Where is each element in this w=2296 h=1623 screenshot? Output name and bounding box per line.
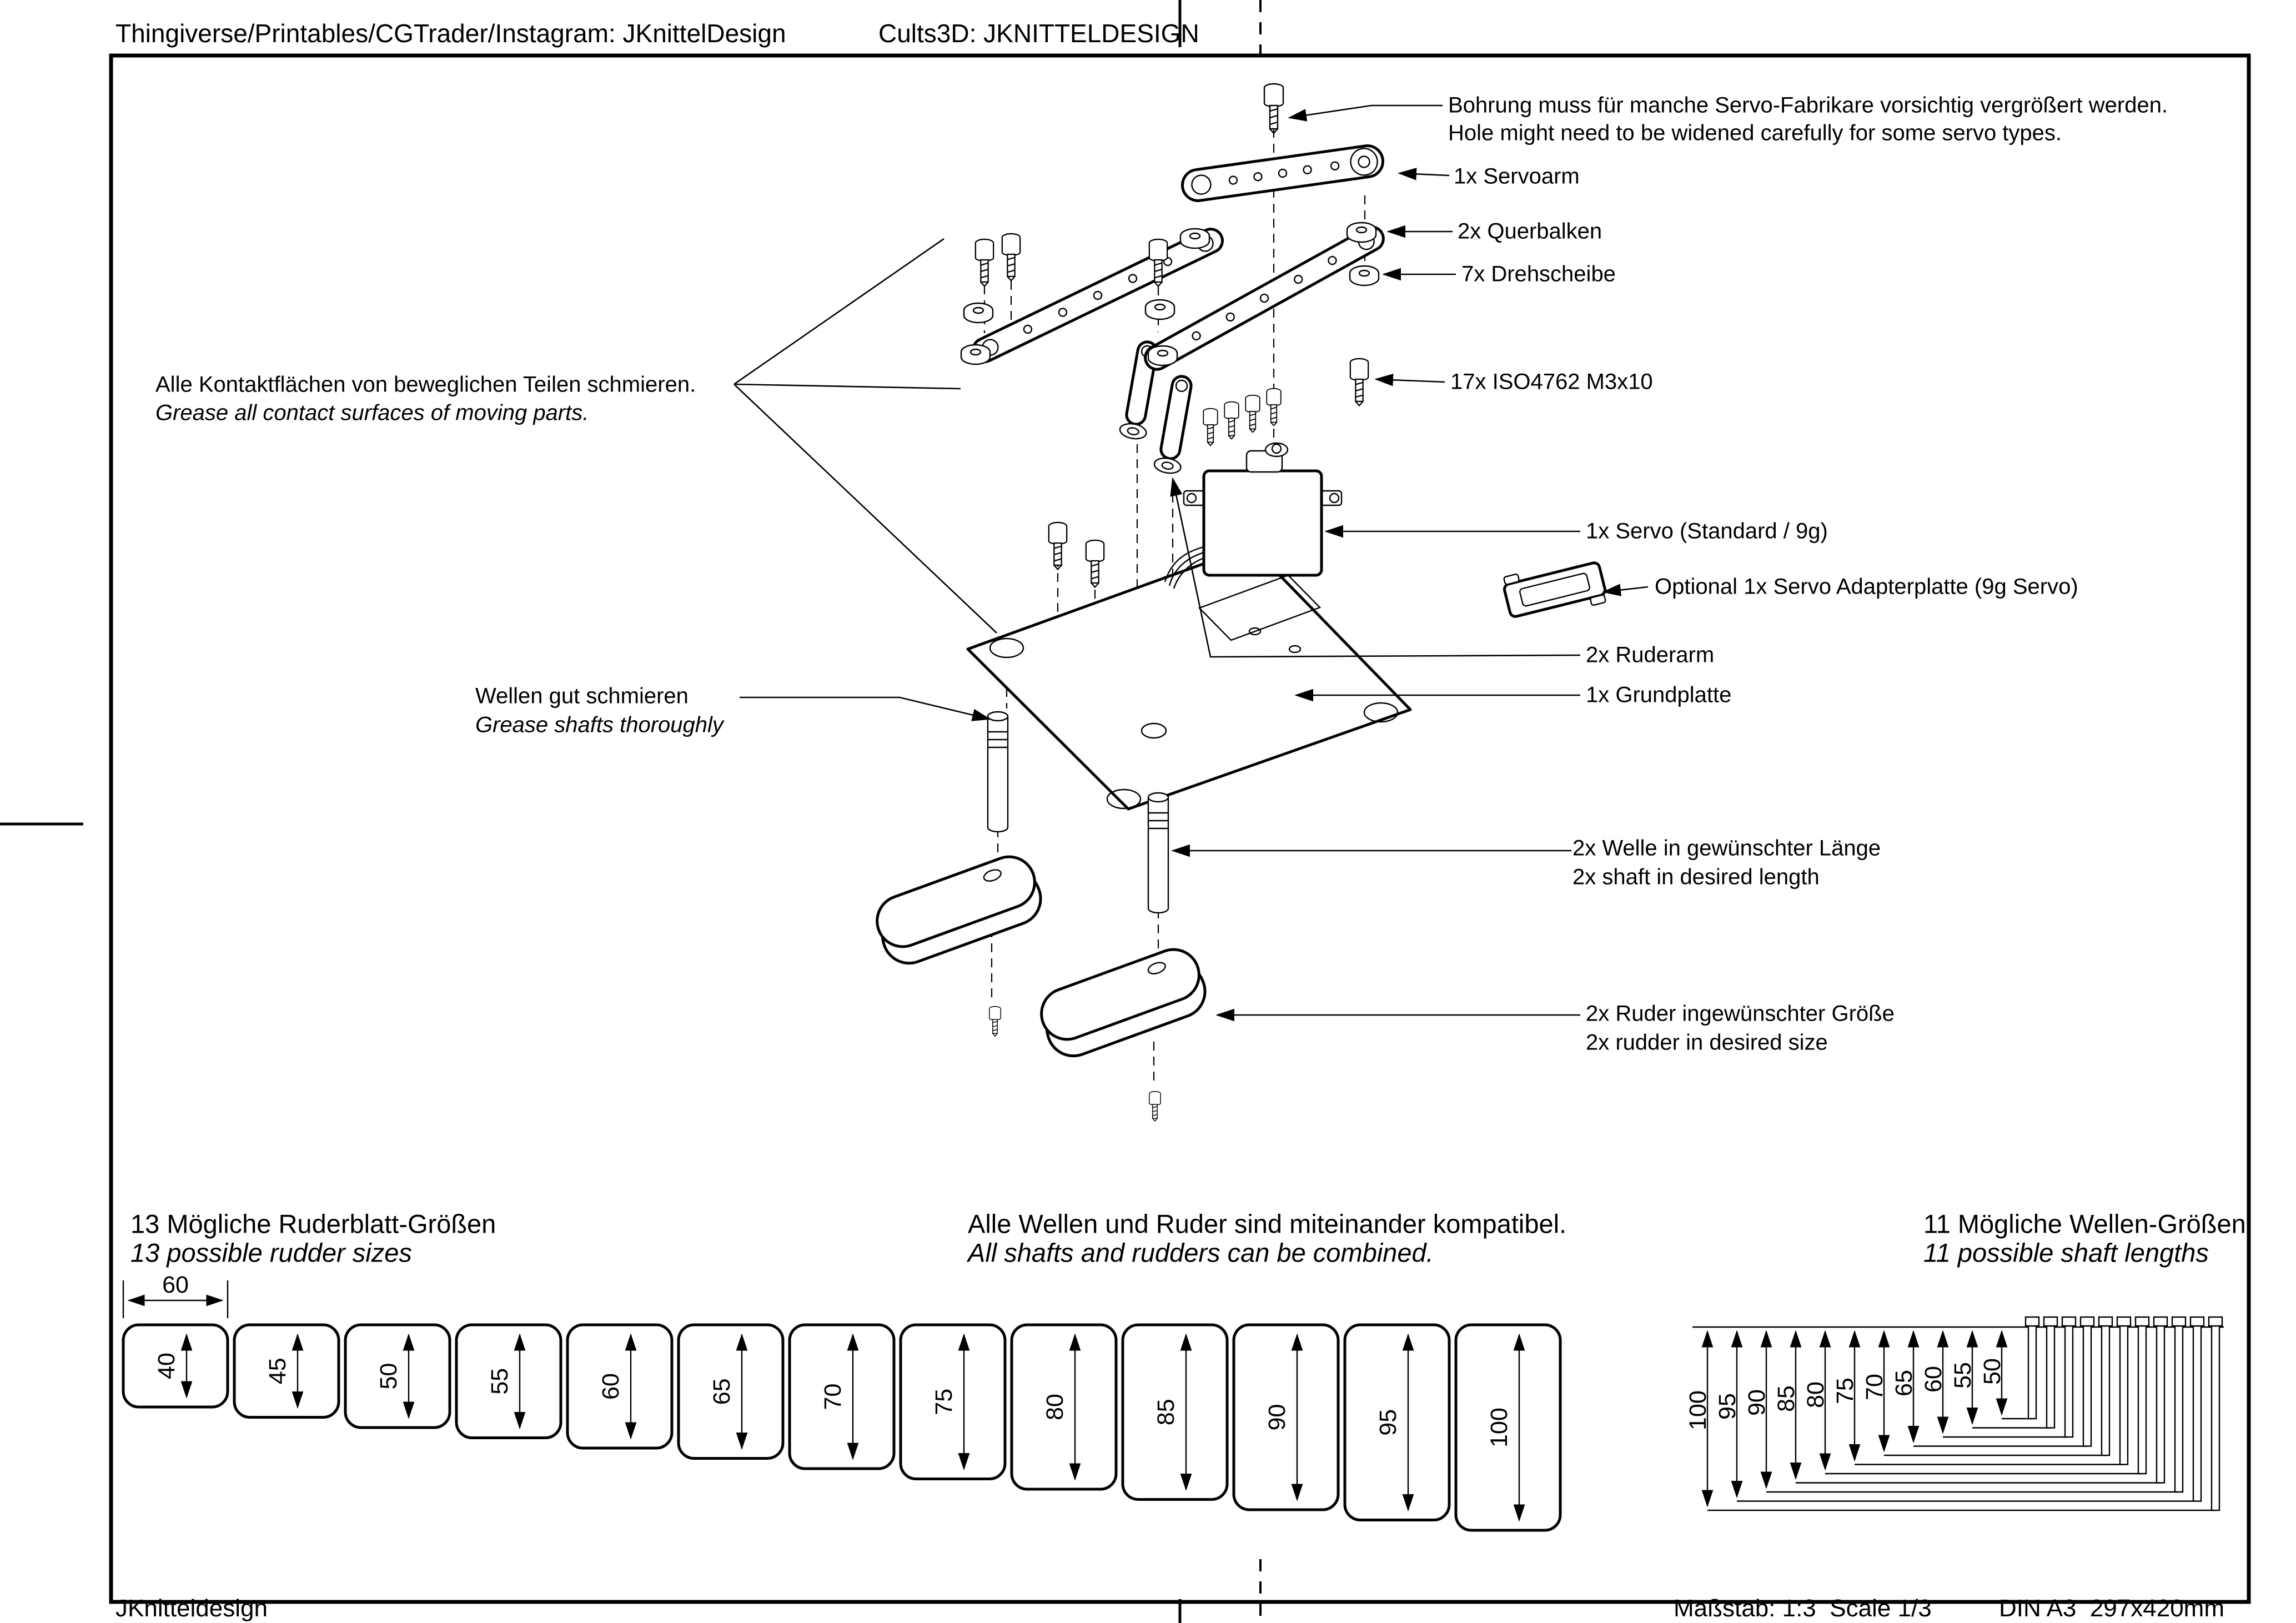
svg-text:60: 60 bbox=[1920, 1366, 1947, 1393]
servo-adapter-plate bbox=[1501, 554, 1608, 625]
footer-author: JKnitteldesign bbox=[115, 1595, 268, 1622]
svg-text:60: 60 bbox=[597, 1373, 624, 1400]
label-adapter-plate: Optional 1x Servo Adapterplatte (9g Servo) bbox=[1655, 574, 2078, 599]
svg-text:95: 95 bbox=[1714, 1393, 1741, 1420]
svg-text:55: 55 bbox=[1950, 1362, 1976, 1389]
svg-text:95: 95 bbox=[1375, 1409, 1401, 1436]
shaft-chart-title: 11 Mögliche Wellen-Größen bbox=[1923, 1209, 2246, 1239]
label-drehscheibe: 7x Drehscheibe bbox=[1461, 262, 1616, 287]
label-welle-de: 2x Welle in gewünschter Länge bbox=[1572, 836, 1881, 861]
svg-text:80: 80 bbox=[1042, 1394, 1068, 1420]
svg-text:85: 85 bbox=[1773, 1385, 1800, 1412]
label-ruder-de: 2x Ruder ingewünschter Größe bbox=[1586, 1001, 1895, 1026]
rudder-arm-2 bbox=[1153, 374, 1197, 475]
servo-arm bbox=[1180, 144, 1385, 203]
label-servo: 1x Servo (Standard / 9g) bbox=[1586, 519, 1828, 544]
note-shaft-grease-de: Wellen gut schmieren bbox=[475, 684, 689, 709]
label-servoarm: 1x Servoarm bbox=[1454, 164, 1580, 189]
note-hole-de: Bohrung muss für manche Servo-Fabrikare vorsichtig vergrößert werden. bbox=[1448, 93, 2168, 118]
svg-text:100: 100 bbox=[1685, 1390, 1711, 1430]
svg-text:90: 90 bbox=[1744, 1389, 1770, 1416]
svg-text:80: 80 bbox=[1802, 1381, 1829, 1408]
svg-text:55: 55 bbox=[486, 1368, 513, 1395]
svg-text:100: 100 bbox=[1486, 1408, 1513, 1448]
svg-text:40: 40 bbox=[153, 1353, 180, 1379]
svg-text:50: 50 bbox=[1979, 1358, 2006, 1385]
svg-text:90: 90 bbox=[1264, 1404, 1290, 1431]
label-screws: 17x ISO4762 M3x10 bbox=[1450, 369, 1653, 394]
footer-format: DIN A3 297x420mm bbox=[1999, 1595, 2224, 1622]
label-grundplatte: 1x Grundplatte bbox=[1586, 682, 1732, 707]
header-cults3d: Cults3D: JKNITTELDESIGN bbox=[878, 19, 1199, 48]
rudder-2 bbox=[1034, 942, 1213, 1063]
footer-scale: Maßstab: 1:3 Scale 1/3 bbox=[1674, 1595, 1932, 1622]
svg-text:65: 65 bbox=[1891, 1370, 1917, 1396]
compatibility-note-en: All shafts and rudders can be combined. bbox=[968, 1238, 1434, 1268]
svg-text:75: 75 bbox=[1832, 1378, 1858, 1404]
svg-text:65: 65 bbox=[709, 1378, 735, 1405]
rudder-1 bbox=[870, 850, 1048, 971]
compatibility-note-de: Alle Wellen und Ruder sind miteinander kompatibel. bbox=[968, 1209, 1567, 1239]
note-shaft-grease-en: Grease shafts thoroughly bbox=[475, 712, 724, 737]
note-hole-en: Hole might need to be widened carefully for some servo types. bbox=[1448, 120, 2062, 145]
shaft-chart-subtitle: 11 possible shaft lengths bbox=[1923, 1238, 2209, 1268]
svg-text:70: 70 bbox=[820, 1383, 846, 1410]
note-contact-en: Grease all contact surfaces of moving parts. bbox=[155, 400, 589, 425]
svg-text:70: 70 bbox=[1861, 1374, 1888, 1400]
shaft-2 bbox=[1148, 793, 1168, 913]
size-charts bbox=[123, 1272, 2224, 1530]
label-welle-en: 2x shaft in desired length bbox=[1572, 865, 1820, 890]
rudder-chart-subtitle: 13 possible rudder sizes bbox=[130, 1238, 412, 1268]
header-accounts: Thingiverse/Printables/CGTrader/Instagram: JKnittelDesign bbox=[115, 19, 786, 48]
note-contact-de: Alle Kontaktflächen von beweglichen Teilen schmieren. bbox=[155, 372, 696, 397]
shaft-1 bbox=[988, 712, 1008, 832]
label-ruderarm: 2x Ruderarm bbox=[1586, 642, 1715, 667]
svg-text:85: 85 bbox=[1153, 1399, 1179, 1426]
base-plate bbox=[968, 546, 1410, 809]
svg-text:45: 45 bbox=[264, 1358, 291, 1385]
svg-text:75: 75 bbox=[931, 1388, 957, 1415]
label-ruder-en: 2x rudder in desired size bbox=[1586, 1030, 1828, 1055]
svg-text:50: 50 bbox=[375, 1363, 402, 1390]
svg-text:60: 60 bbox=[162, 1272, 189, 1298]
label-querbalken: 2x Querbalken bbox=[1458, 219, 1602, 244]
rudder-chart-title: 13 Mögliche Ruderblatt-Größen bbox=[130, 1209, 496, 1239]
